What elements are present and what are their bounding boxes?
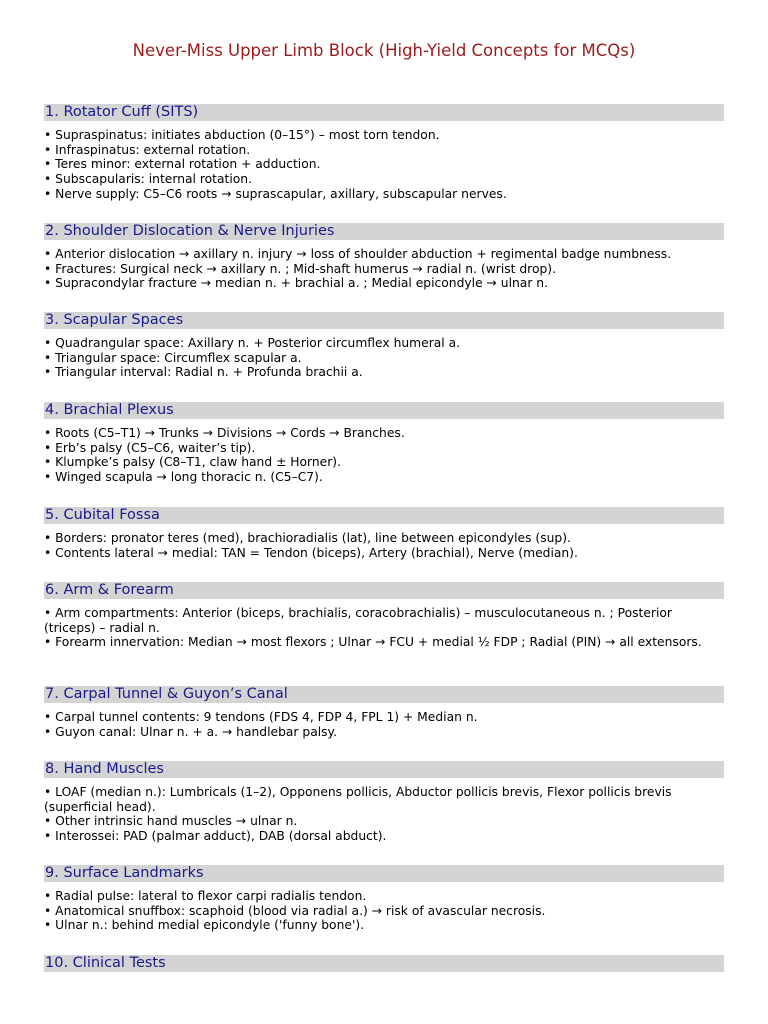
bullet-list — [44, 531, 724, 560]
bullet-list — [44, 128, 724, 202]
section-heading: 5. Cubital Fossa — [44, 507, 724, 524]
section-clinical-tests — [44, 955, 724, 972]
bullet-item: • Quadrangular space: Axillary n. + Posterior circumflex humeral a. — [44, 336, 461, 350]
section-heading: 10. Clinical Tests — [44, 955, 724, 972]
section-heading: 8. Hand Muscles — [44, 761, 724, 778]
bullet-list — [44, 606, 724, 650]
section-brachial-plexus — [44, 402, 724, 485]
bullet-item: • Supracondylar fracture → median n. + brachial a. ; Medial epicondyle → ulnar n. — [44, 276, 548, 291]
section-heading: 1. Rotator Cuff (SITS) — [44, 104, 724, 121]
bullet-item: • Borders: pronator teres (med), brachioradialis (lat), line between epicondyles (sup). — [44, 531, 571, 545]
bullet-item: • Klumpke’s palsy (C8–T1, claw hand ± Horner). — [44, 455, 342, 470]
bullet-item: • Supraspinatus: initiates abduction (0–15°) – most torn tendon. — [44, 128, 440, 142]
section-shoulder-dislocation — [44, 223, 724, 291]
section-rotator-cuff — [44, 104, 724, 202]
bullet-list — [44, 247, 724, 291]
bullet-list — [44, 785, 724, 844]
bullet-item: • Fractures: Surgical neck → axillary n. ; Mid-shaft humerus → radial n. (wrist drop). — [44, 261, 556, 276]
bullet-list — [44, 426, 724, 485]
section-arm-forearm — [44, 582, 724, 650]
bullet-item: • Contents lateral → medial: TAN = Tendon (biceps), Artery (brachial), Nerve (median). — [44, 545, 578, 560]
section-scapular-spaces — [44, 312, 724, 380]
bullet-item: • Forearm innervation: Median → most flexors ; Ulnar → FCU + medial ½ FDP ; Radial (PIN) → all extensors. — [44, 635, 702, 650]
bullet-list — [44, 710, 724, 739]
section-heading: 4. Brachial Plexus — [44, 402, 724, 419]
section-heading: 3. Scapular Spaces — [44, 312, 724, 329]
bullet-item: • Winged scapula → long thoracic n. (C5–C7). — [44, 470, 323, 485]
section-carpal-tunnel — [44, 686, 724, 739]
bullet-item: • Carpal tunnel contents: 9 tendons (FDS 4, FDP 4, FPL 1) + Median n. — [44, 710, 478, 724]
bullet-list — [44, 889, 724, 933]
bullet-item: • Anatomical snuffbox: scaphoid (blood via radial a.) → risk of avascular necrosis. — [44, 903, 546, 918]
bullet-item: • Interossei: PAD (palmar adduct), DAB (dorsal abduct). — [44, 829, 387, 844]
bullet-item: • Erb’s palsy (C5–C6, waiter’s tip). — [44, 440, 256, 455]
bullet-item: • Radial pulse: lateral to flexor carpi radialis tendon. — [44, 889, 367, 903]
bullet-list — [44, 336, 724, 380]
bullet-item: • Triangular space: Circumflex scapular a. — [44, 350, 302, 365]
section-heading: 6. Arm & Forearm — [44, 582, 724, 599]
bullet-item: • Arm compartments: Anterior (biceps, brachialis, coracobrachialis) – musculocutaneous n. ; Posterior (triceps) – radial n. — [44, 606, 672, 635]
document-title: Never-Miss Upper Limb Block (High-Yield Concepts for MCQs) — [132, 41, 636, 60]
section-hand-muscles — [44, 761, 724, 844]
bullet-item: • Triangular interval: Radial n. + Profunda brachii a. — [44, 365, 363, 380]
section-heading: 2. Shoulder Dislocation & Nerve Injuries — [44, 223, 724, 240]
bullet-item: • Roots (C5–T1) → Trunks → Divisions → Cords → Branches. — [44, 426, 405, 440]
bullet-item: • Teres minor: external rotation + adduction. — [44, 157, 321, 172]
bullet-item: • Anterior dislocation → axillary n. injury → loss of shoulder abduction + regimental badge numbness. — [44, 247, 672, 261]
bullet-item: • LOAF (median n.): Lumbricals (1–2), Opponens pollicis, Abductor pollicis brevis, Flexor pollicis brevis (superficial head). — [44, 785, 672, 814]
section-surface-landmarks — [44, 865, 724, 933]
bullet-item: • Ulnar n.: behind medial epicondyle ('funny bone'). — [44, 918, 365, 933]
bullet-item: • Guyon canal: Ulnar n. + a. → handlebar palsy. — [44, 724, 337, 739]
bullet-item: • Subscapularis: internal rotation. — [44, 172, 252, 187]
bullet-item: • Nerve supply: C5–C6 roots → suprascapular, axillary, subscapular nerves. — [44, 186, 507, 201]
section-cubital-fossa — [44, 507, 724, 560]
section-heading: 9. Surface Landmarks — [44, 865, 724, 882]
bullet-item: • Other intrinsic hand muscles → ulnar n. — [44, 814, 298, 829]
bullet-item: • Infraspinatus: external rotation. — [44, 142, 251, 157]
section-heading: 7. Carpal Tunnel & Guyon’s Canal — [44, 686, 724, 703]
